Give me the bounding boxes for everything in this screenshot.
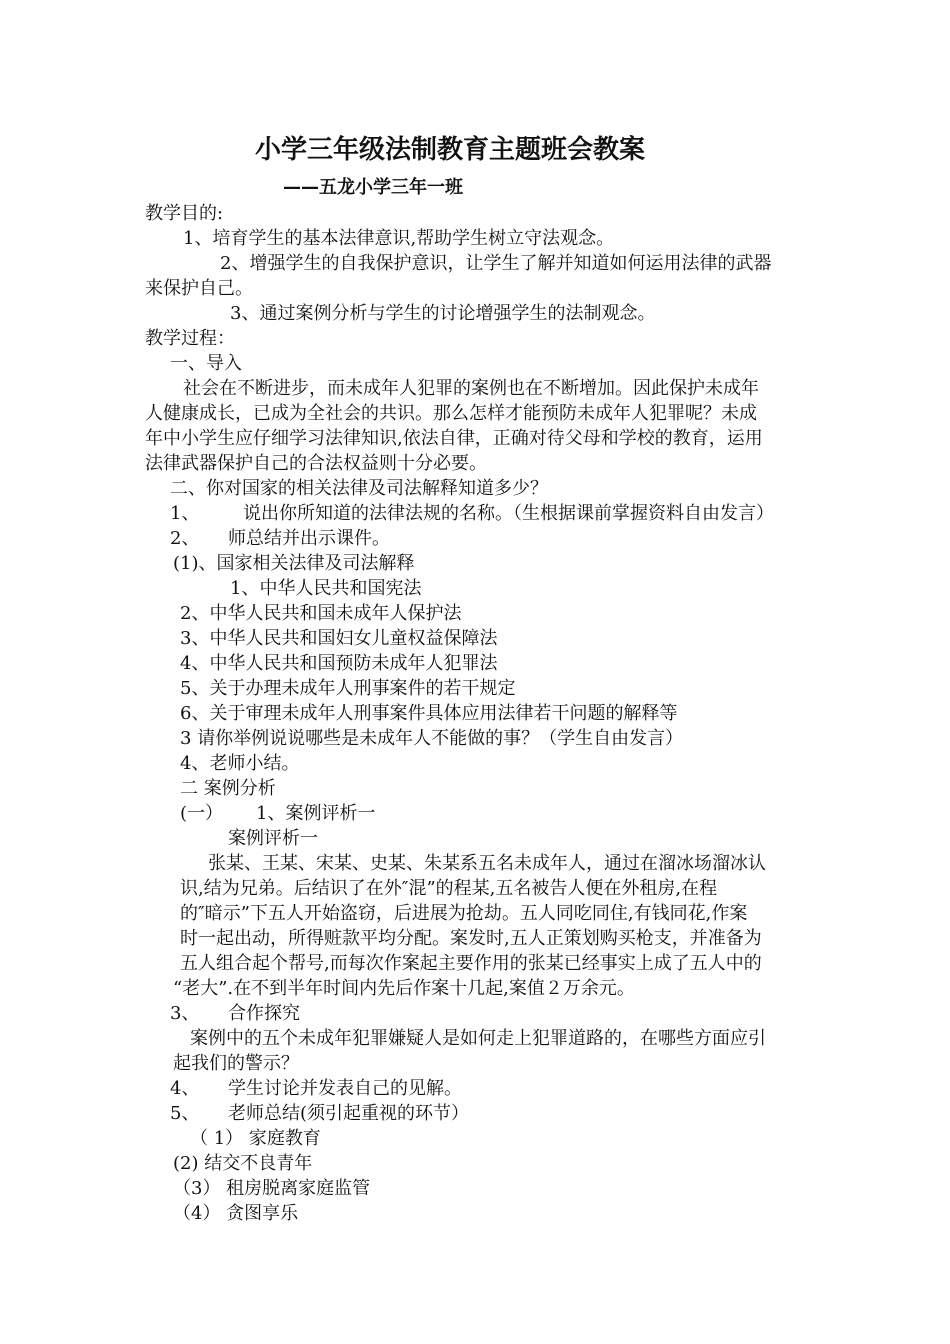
process-heading: 教学过程： (145, 328, 235, 349)
case-sub-number: (一） (180, 803, 224, 824)
s2-item3: 3 请你举例说说哪些是未成年人不能做的事？（学生自由发言） (180, 728, 684, 749)
s2-item2-text: 师总结并出示课件。 (228, 528, 390, 549)
law-item: 4、中华人民共和国预防未成年人犯罪法 (180, 653, 498, 674)
law-item: 6、关于审理未成年人刑事案件具体应用法律若干问题的解释等 (180, 703, 678, 724)
case-line: “老大”.在不到半年时间内先后作案十几起,案值２万余元。 (173, 978, 635, 999)
item5-number: 5、 (170, 1103, 200, 1124)
intro-heading: 一、导入 (170, 353, 242, 374)
item4-number: 4、 (170, 1078, 200, 1099)
item3-text: 合作探究 (228, 1003, 300, 1024)
case-sub-text: 1、案例评析一 (256, 803, 376, 824)
factor-item: (2) 结交不良青年 (173, 1153, 313, 1174)
goal-2-line2: 来保护自己。 (145, 278, 253, 299)
case-line: 的″暗示”下五人开始盗窃，后进展为抢劫。五人同吃同住,有钱同花,作案 (180, 903, 748, 924)
intro-line: 人健康成长，已成为全社会的共识。那么怎样才能预防未成年人犯罪呢？未成 (145, 403, 757, 424)
item5-text: 老师总结(须引起重视的环节） (228, 1103, 470, 1124)
case-title: 案例评析一 (228, 828, 318, 849)
item4-text: 学生讨论并发表自己的见解。 (228, 1078, 462, 1099)
page-title: 小学三年级法制教育主题班会教案 (254, 135, 645, 165)
case-line: 五人组合起个帮号,而每次作案起主要作用的张某已经事实上成了五人中的 (180, 953, 762, 974)
intro-line: 年中小学生应仔细学习法律知识,依法自律，正确对待父母和学校的教育，运用 (145, 428, 763, 449)
case-line: 识,结为兄弟。后结识了在外″混”的程某,五名被告人便在外租房,在程 (180, 878, 718, 899)
factor-item: （ 1） 家庭教育 (190, 1128, 321, 1149)
explore-line: 起我们的警示？ (173, 1053, 299, 1074)
intro-line: 法律武器保护自己的合法权益则十分必要。 (145, 453, 487, 474)
case-heading: 二 案例分析 (180, 778, 276, 799)
goal-3: 3、通过案例分析与学生的讨论增强学生的法制观念。 (230, 303, 656, 324)
intro-line: 社会在不断进步，而未成年人犯罪的案例也在不断增加。因此保护未成年 (183, 378, 759, 399)
page-subtitle: ——五龙小学三年一班 (283, 177, 463, 198)
explore-line: 案例中的五个未成年犯罪嫌疑人是如何走上犯罪道路的，在哪些方面应引 (190, 1028, 766, 1049)
s2-item1-text: 说出你所知道的法律法规的名称。（生根据课前掌握资料自由发言） (243, 503, 774, 524)
case-line: 时一起出动，所得赃款平均分配。案发时,五人正策划购买枪支，并准备为 (180, 928, 762, 949)
goals-heading: 教学目的: (145, 203, 224, 224)
goal-2-line1: 2、增强学生的自我保护意识，让学生了解并知道如何运用法律的武器 (220, 253, 772, 274)
s2-item4: 4、老师小结。 (180, 753, 300, 774)
law-item: 5、关于办理未成年人刑事案件的若干规定 (180, 678, 516, 699)
case-line: 张某、王某、宋某、史某、朱某系五名未成年人，通过在溜冰场溜冰认 (208, 853, 766, 874)
goal-1: 1、培育学生的基本法律意识,帮助学生树立守法观念。 (183, 228, 615, 249)
laws-heading: (1)、国家相关法律及司法解释 (173, 553, 415, 574)
factor-item: （3） 租房脱离家庭监管 (173, 1178, 371, 1199)
law-item: 3、中华人民共和国妇女儿童权益保障法 (180, 628, 498, 649)
law-item: 1、中华人民共和国宪法 (230, 578, 422, 599)
s2-item1-number: 1、 (170, 503, 200, 524)
law-item: 2、中华人民共和国未成年人保护法 (180, 603, 462, 624)
factor-item: （4） 贪图享乐 (173, 1203, 299, 1224)
section2-heading: 二、你对国家的相关法律及司法解释知道多少？ (170, 478, 548, 499)
item3-number: 3、 (170, 1003, 200, 1024)
s2-item2-number: 2、 (170, 528, 200, 549)
